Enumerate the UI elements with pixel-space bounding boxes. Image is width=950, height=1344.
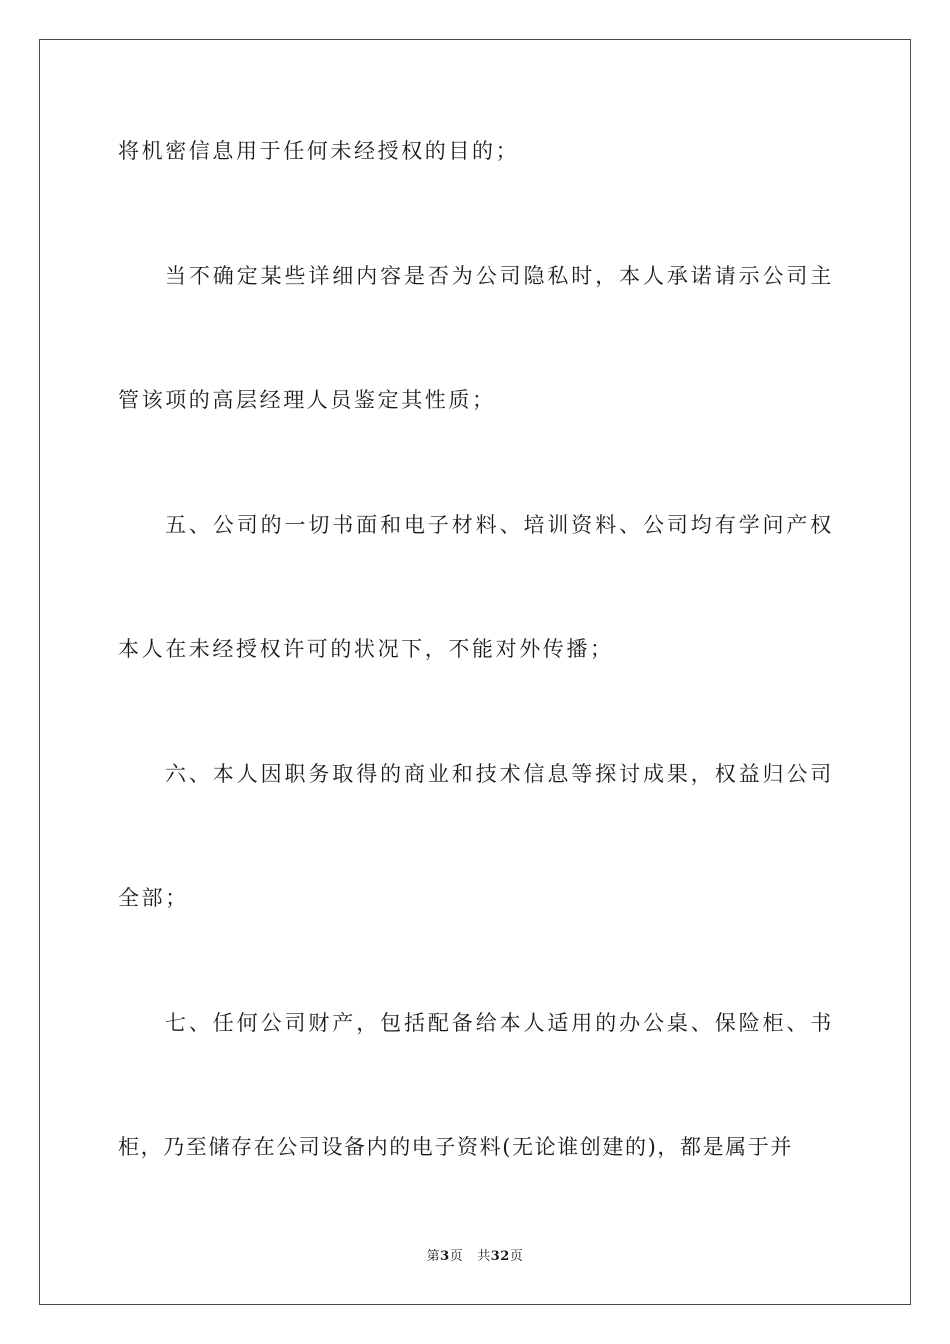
text-line-6: 六、本人因职务取得的商业和技术信息等探讨成果，权益归公司 (165, 762, 835, 786)
text-line-8: 七、任何公司财产，包括配备给本人适用的办公桌、保险柜、书 (165, 1011, 835, 1035)
text-line-2: 当不确定某些详细内容是否为公司隐私时，本人承诺请示公司主 (165, 264, 835, 288)
total-suffix: 页 (509, 1249, 524, 1264)
text-line-9: 柜，乃至储存在公司设备内的电子资料(无论谁创建的)，都是属于并 (118, 1135, 793, 1159)
total-pages: 32 (490, 1249, 510, 1264)
page-border (39, 39, 911, 1305)
page-suffix: 页 (449, 1249, 464, 1264)
text-line-5: 本人在未经授权许可的状况下，不能对外传播； (118, 637, 614, 661)
text-line-4: 五、公司的一切书面和电子材料、培训资料、公司均有学问产权 (165, 513, 835, 537)
text-line-7: 全部； (118, 886, 189, 910)
page-prefix: 第 (426, 1249, 441, 1264)
text-line-1: 将机密信息用于任何未经授权的目的； (118, 139, 520, 163)
page-footer (0, 1248, 950, 1266)
page-number: 3 (440, 1249, 450, 1264)
text-line-3: 管该项的高层经理人员鉴定其性质； (118, 388, 496, 412)
total-prefix: 共 (477, 1249, 491, 1264)
